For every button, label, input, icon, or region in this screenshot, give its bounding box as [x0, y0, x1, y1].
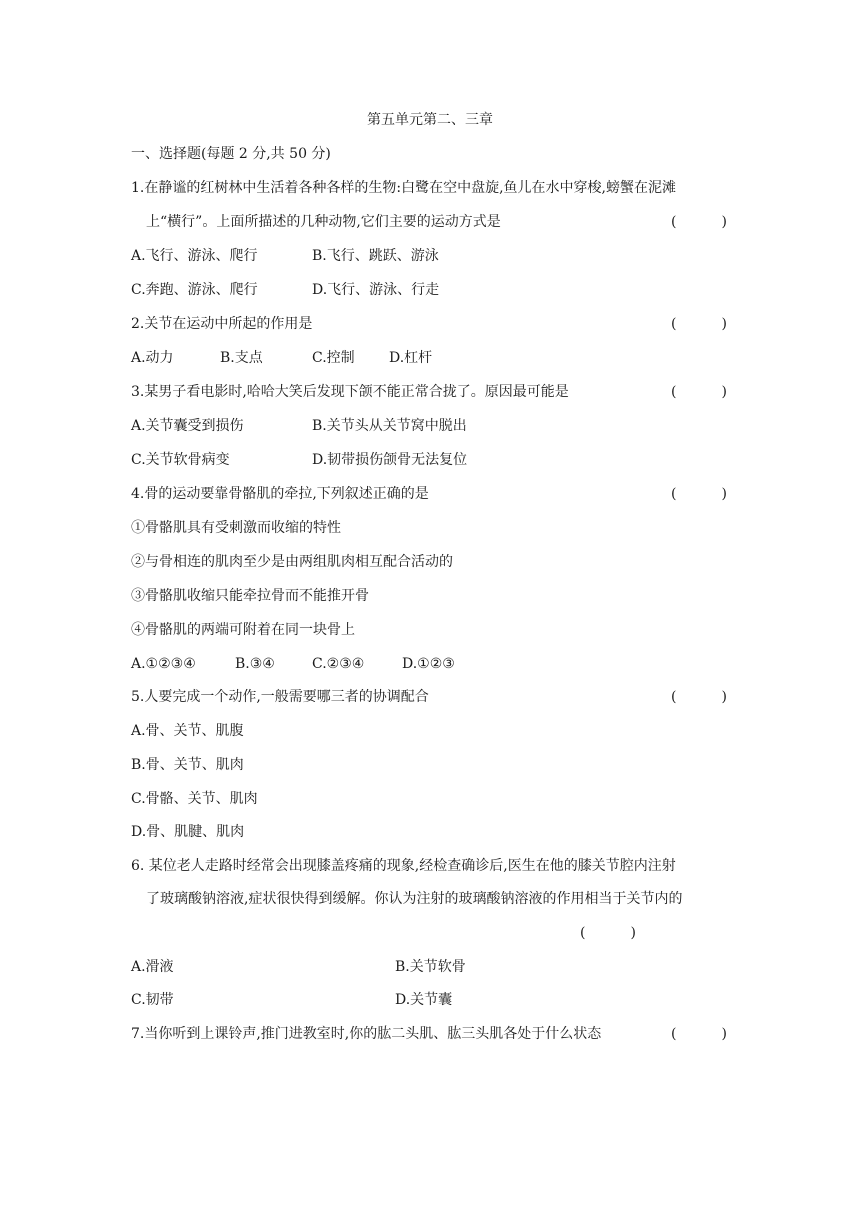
bracket-open: ( [671, 1026, 677, 1042]
q6-stem-line1: 6. 某位老人走路时经常会出现膝盖疼痛的现象,经检查确诊后,医生在他的膝关节腔内注射 [131, 858, 676, 874]
q6-answer-bracket [580, 924, 636, 942]
q4-statement-4: ④骨骼肌的两端可附着在同一块骨上 [131, 622, 355, 638]
bracket-close: ) [721, 1026, 727, 1042]
q6-option-b: B.关节软骨 [395, 959, 466, 975]
q4-answer-bracket [671, 485, 727, 503]
q3-option-b: B.关节头从关节窝中脱出 [312, 418, 467, 434]
q4-option-b: B.③④ [235, 656, 275, 672]
bracket-close: ) [721, 214, 727, 230]
q7-answer-bracket [671, 1025, 727, 1043]
q4-option-d: D.①②③ [402, 656, 455, 672]
q5-option-c: C.骨骼、关节、肌肉 [131, 791, 258, 807]
bracket-open: ( [580, 925, 586, 941]
q6-option-d: D.关节囊 [395, 992, 453, 1008]
q3-answer-bracket [671, 383, 727, 401]
q1-option-c: C.奔跑、游泳、爬行 [131, 282, 258, 298]
q5-option-d: D.骨、肌腱、肌肉 [131, 824, 245, 840]
section-heading: 一、选择题(每题 2 分,共 50 分) [131, 146, 331, 162]
bracket-open: ( [671, 486, 677, 502]
q2-option-d: D.杠杆 [389, 350, 433, 366]
q4-stem: 4.骨的运动要靠骨骼肌的牵拉,下列叙述正确的是 [131, 486, 429, 502]
q4-statement-2: ②与骨相连的肌肉至少是由两组肌肉相互配合活动的 [131, 554, 453, 570]
q5-stem: 5.人要完成一个动作,一般需要哪三者的协调配合 [131, 689, 429, 705]
bracket-open: ( [671, 689, 677, 705]
q5-answer-bracket [671, 688, 727, 706]
q2-answer-bracket [671, 315, 727, 333]
bracket-close: ) [721, 384, 727, 400]
q7-stem: 7.当你听到上课铃声,推门进教室时,你的肱二头肌、肱三头肌各处于什么状态 [131, 1026, 602, 1042]
q1-stem-line2: 上“横行”。上面所描述的几种动物,它们主要的运动方式是 [146, 214, 501, 230]
q4-option-c: C.②③④ [312, 656, 365, 672]
q2-option-b: B.支点 [220, 350, 263, 366]
page-title: 第五单元第二、三章 [367, 112, 493, 128]
q6-option-a: A.滑液 [131, 959, 174, 975]
q6-stem-line2: 了玻璃酸钠溶液,症状很快得到缓解。你认为注射的玻璃酸钠溶液的作用相当于关节内的 [146, 891, 683, 907]
q5-option-a: A.骨、关节、肌腹 [131, 723, 244, 739]
q4-option-a: A.①②③④ [131, 656, 196, 672]
q2-option-c: C.控制 [312, 350, 355, 366]
q2-stem: 2.关节在运动中所起的作用是 [131, 316, 313, 332]
q6-option-c: C.韧带 [131, 992, 174, 1008]
q3-option-a: A.关节囊受到损伤 [131, 418, 244, 434]
q4-statement-3: ③骨骼肌收缩只能牵拉骨而不能推开骨 [131, 588, 369, 604]
q2-option-a: A.动力 [131, 350, 174, 366]
bracket-open: ( [671, 316, 677, 332]
q3-stem: 3.某男子看电影时,哈哈大笑后发现下颌不能正常合拢了。原因最可能是 [131, 384, 569, 400]
bracket-open: ( [671, 214, 677, 230]
q1-answer-bracket [671, 213, 727, 231]
q1-stem-line1: 1.在静谧的红树林中生活着各种各样的生物:白鹭在空中盘旋,鱼儿在水中穿梭,螃蟹在泥滩 [131, 180, 676, 196]
bracket-close: ) [721, 689, 727, 705]
q1-option-b: B.飞行、跳跃、游泳 [312, 248, 439, 264]
bracket-close: ) [630, 925, 636, 941]
q3-option-c: C.关节软骨病变 [131, 452, 230, 468]
bracket-close: ) [721, 316, 727, 332]
q1-option-a: A.飞行、游泳、爬行 [131, 248, 258, 264]
bracket-open: ( [671, 384, 677, 400]
q4-statement-1: ①骨骼肌具有受刺激而收缩的特性 [131, 520, 341, 536]
q5-option-b: B.骨、关节、肌肉 [131, 757, 244, 773]
q3-option-d: D.韧带损伤颌骨无法复位 [312, 452, 468, 468]
bracket-close: ) [721, 486, 727, 502]
q1-option-d: D.飞行、游泳、行走 [312, 282, 440, 298]
